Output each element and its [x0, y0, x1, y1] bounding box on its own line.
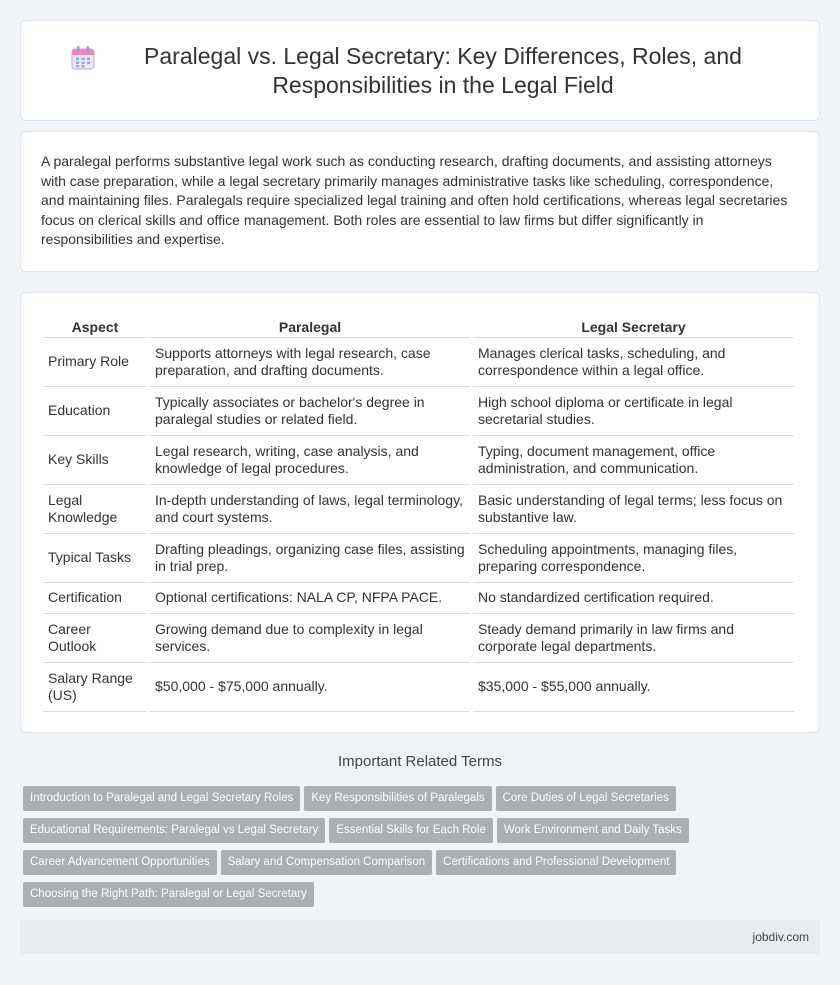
aspect-cell: Education [43, 387, 147, 436]
table-row [43, 663, 794, 712]
related-term-tag[interactable]: Essential Skills for Each Role [329, 818, 493, 843]
aspect-cell: Primary Role [43, 338, 147, 387]
related-term-tag[interactable]: Choosing the Right Path: Paralegal or Legal Secretary [23, 882, 314, 907]
related-terms-heading: Important Related Terms [338, 753, 502, 770]
paralegal-cell: Growing demand due to complexity in legal services. [150, 614, 470, 663]
intro-paragraph: A paralegal performs substantive legal work such as conducting research, drafting documents, and assisting attorneys with case preparation, while a legal secretary primarily manages administrative tasks like scheduling, correspondence, and maintaining files. Paralegals require specialized legal training and often hold certifications, whereas legal secretaries focus on clerical skills and office management. Both roles are essential to law firms but differ significantly in responsibilities and expertise. [41, 153, 788, 247]
paralegal-cell: Drafting pleadings, organizing case files, assisting in trial prep. [150, 534, 470, 583]
related-term-tag[interactable]: Certifications and Professional Development [436, 850, 676, 875]
aspect-cell: Key Skills [43, 436, 147, 485]
paralegal-cell: In-depth understanding of laws, legal terminology, and court systems. [150, 485, 470, 534]
related-term-tag[interactable]: Career Advancement Opportunities [23, 850, 217, 875]
header-paralegal: Paralegal [150, 313, 470, 338]
secretary-cell: $35,000 - $55,000 annually. [473, 663, 794, 712]
related-term-tag[interactable]: Introduction to Paralegal and Legal Secretary Roles [23, 786, 300, 811]
paralegal-cell: Optional certifications: NALA CP, NFPA PACE. [150, 583, 470, 614]
footer [20, 920, 820, 954]
related-terms-list [23, 786, 803, 914]
related-term-tag[interactable]: Salary and Compensation Comparison [221, 850, 433, 875]
aspect-cell: Career Outlook [43, 614, 147, 663]
header-legal-secretary: Legal Secretary [473, 313, 794, 338]
related-term-tag[interactable]: Key Responsibilities of Paralegals [304, 786, 491, 811]
table-header-row [43, 313, 794, 338]
table-row [43, 436, 794, 485]
paralegal-cell: Typically associates or bachelor's degree in paralegal studies or related field. [150, 387, 470, 436]
secretary-cell: Steady demand primarily in law firms and corporate legal departments. [473, 614, 794, 663]
secretary-cell: Scheduling appointments, managing files, preparing correspondence. [473, 534, 794, 583]
paralegal-cell: Supports attorneys with legal research, case preparation, and drafting documents. [150, 338, 470, 387]
table-row [43, 534, 794, 583]
secretary-cell: High school diploma or certificate in legal secretarial studies. [473, 387, 794, 436]
aspect-cell: Legal Knowledge [43, 485, 147, 534]
aspect-cell: Salary Range (US) [43, 663, 147, 712]
comparison-table [40, 313, 797, 712]
table-row [43, 614, 794, 663]
aspect-cell: Certification [43, 583, 147, 614]
table-row [43, 338, 794, 387]
comparison-card [20, 292, 820, 733]
header-aspect: Aspect [43, 313, 147, 338]
paralegal-cell: Legal research, writing, case analysis, and knowledge of legal procedures. [150, 436, 470, 485]
calendar-icon [70, 45, 96, 71]
related-term-tag[interactable]: Educational Requirements: Paralegal vs Legal Secretary [23, 818, 325, 843]
secretary-cell: No standardized certification required. [473, 583, 794, 614]
title-wrap [70, 42, 770, 100]
secretary-cell: Typing, document management, office administration, and communication. [473, 436, 794, 485]
table-row [43, 485, 794, 534]
paralegal-cell: $50,000 - $75,000 annually. [150, 663, 470, 712]
title-card [20, 20, 820, 121]
secretary-cell: Basic understanding of legal terms; less focus on substantive law. [473, 485, 794, 534]
related-term-tag[interactable]: Work Environment and Daily Tasks [497, 818, 689, 843]
table-row [43, 387, 794, 436]
intro-card [20, 131, 820, 272]
secretary-cell: Manages clerical tasks, scheduling, and correspondence within a legal office. [473, 338, 794, 387]
related-term-tag[interactable]: Core Duties of Legal Secretaries [496, 786, 676, 811]
table-row [43, 583, 794, 614]
aspect-cell: Typical Tasks [43, 534, 147, 583]
footer-site-link[interactable]: jobdiv.com [752, 930, 809, 944]
page-title: Paralegal vs. Legal Secretary: Key Differences, Roles, and Responsibilities in the Legal Field [144, 42, 742, 98]
